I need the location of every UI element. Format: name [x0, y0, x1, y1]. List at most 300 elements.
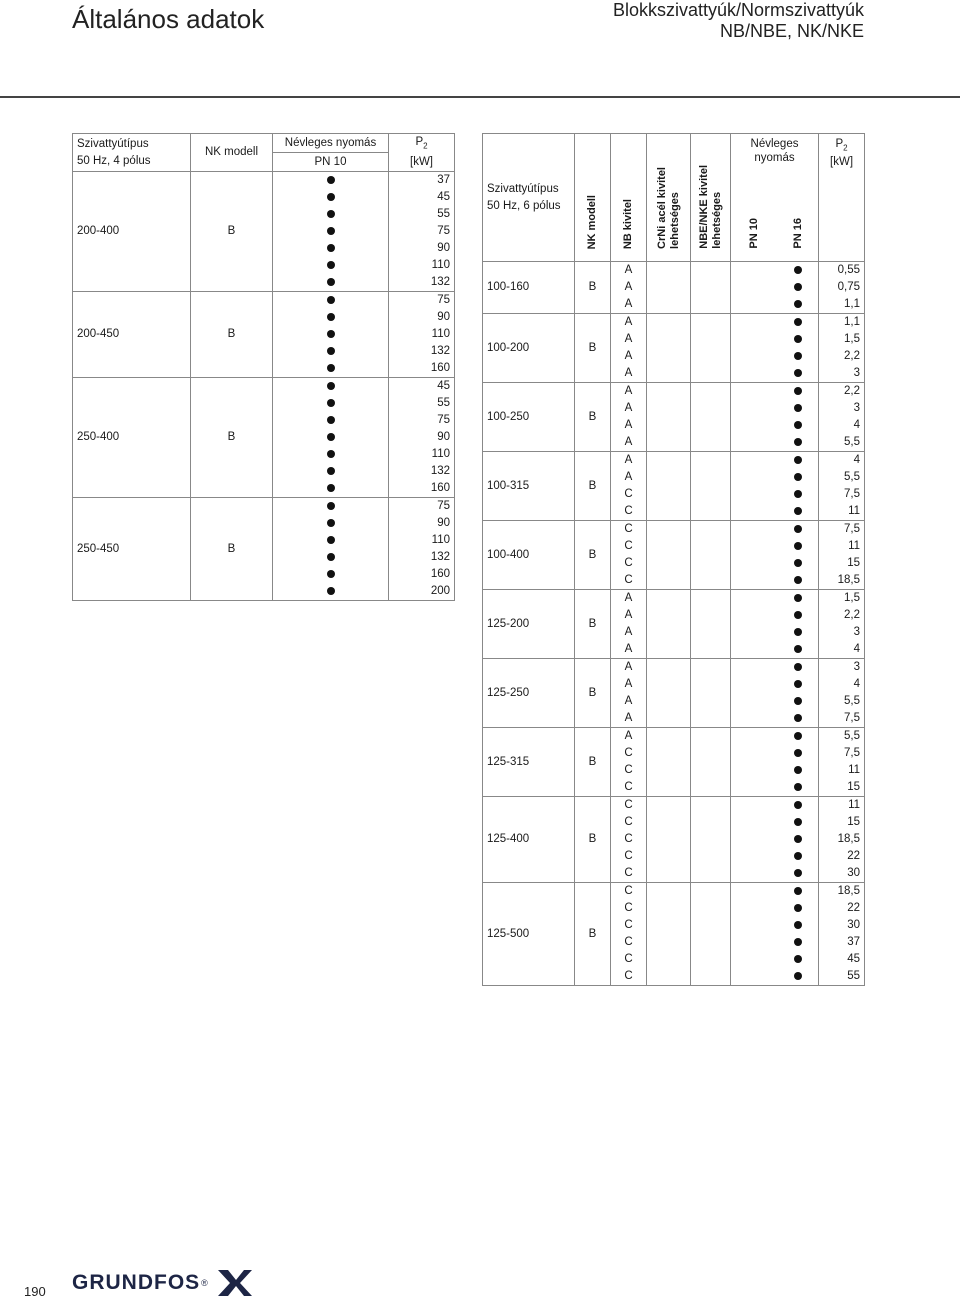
pn16-dot-cell [779, 693, 819, 710]
bullet-icon [794, 266, 802, 274]
header-divider [0, 96, 960, 98]
pn16-dot-cell [779, 865, 819, 883]
nk-model-cell: B [575, 383, 611, 452]
bullet-icon [794, 438, 802, 446]
pn16-dot-cell [779, 607, 819, 624]
nb-design-cell: A [611, 710, 647, 728]
table-row [483, 521, 865, 539]
p2-value-cell: 45 [389, 189, 455, 206]
pn16-dot-cell [779, 296, 819, 314]
nbe-cell [691, 641, 731, 659]
nk-model-cell: B [575, 590, 611, 659]
crni-cell [647, 762, 691, 779]
crni-cell [647, 452, 691, 470]
p2-value-cell: 7,5 [819, 486, 865, 503]
pn16-dot-cell [779, 710, 819, 728]
p2-value-cell: 132 [389, 274, 455, 292]
pn10-cell [731, 814, 779, 831]
nk-model-cell: B [191, 172, 273, 292]
p2-value-cell: 11 [819, 797, 865, 815]
nb-design-cell: A [611, 262, 647, 280]
p2-value-cell: 1,5 [819, 590, 865, 608]
col-header-pressure [731, 134, 819, 172]
section-title-line2: NB/NBE, NK/NKE [719, 21, 864, 41]
nb-design-cell: A [611, 296, 647, 314]
pn16-dot-cell [779, 676, 819, 693]
table-row [73, 292, 455, 310]
p2-value-cell: 18,5 [819, 883, 865, 901]
nb-design-cell: A [611, 590, 647, 608]
bullet-icon [327, 502, 335, 510]
pump-type-cell: 200-400 [73, 172, 191, 292]
crni-cell [647, 296, 691, 314]
bullet-icon [794, 955, 802, 963]
col-header-p2-unit: [kW] [830, 156, 854, 169]
pn16-dot-cell [779, 400, 819, 417]
p2-value-cell: 15 [819, 779, 865, 797]
col-header-type-line2: 50 Hz, 6 pólus [487, 199, 561, 212]
pn16-dot-cell [779, 900, 819, 917]
nb-design-cell: C [611, 745, 647, 762]
pn16-dot-cell [779, 934, 819, 951]
bullet-icon [794, 611, 802, 619]
bullet-icon [794, 835, 802, 843]
crni-cell [647, 797, 691, 815]
pn16-dot-cell [779, 486, 819, 503]
col-header-type [483, 134, 575, 262]
p2-value-cell: 3 [819, 659, 865, 677]
p2-value-cell: 45 [389, 378, 455, 396]
crni-cell [647, 434, 691, 452]
bullet-icon [794, 921, 802, 929]
nb-design-cell: A [611, 641, 647, 659]
p2-value-cell: 90 [389, 309, 455, 326]
crni-cell [647, 659, 691, 677]
col-header-pressure-line2: nyomás [754, 152, 795, 164]
nk-model-cell: B [575, 797, 611, 883]
nbe-cell [691, 728, 731, 746]
p2-value-cell: 110 [389, 326, 455, 343]
bullet-icon [794, 714, 802, 722]
col-header-pn16: PN 16 [779, 171, 819, 262]
col-header-nbe [691, 134, 731, 262]
nbe-cell [691, 262, 731, 280]
p2-value-cell: 37 [819, 934, 865, 951]
table-6-pole [482, 133, 865, 986]
col-header-pressure: Névleges nyomás [273, 134, 389, 153]
crni-cell [647, 676, 691, 693]
p2-value-cell: 90 [389, 429, 455, 446]
bullet-icon [794, 801, 802, 809]
p2-value-cell: 30 [819, 865, 865, 883]
pump-type-cell: 250-400 [73, 378, 191, 498]
nbe-cell [691, 607, 731, 624]
p2-value-cell: 5,5 [819, 693, 865, 710]
p2-value-cell: 1,1 [819, 296, 865, 314]
pn10-dot-cell [273, 446, 389, 463]
p2-value-cell: 160 [389, 566, 455, 583]
pn10-dot-cell [273, 343, 389, 360]
crni-cell [647, 314, 691, 332]
pump-type-cell: 100-315 [483, 452, 575, 521]
nb-design-cell: A [611, 417, 647, 434]
p2-value-cell: 3 [819, 365, 865, 383]
nb-design-cell: A [611, 676, 647, 693]
bullet-icon [794, 352, 802, 360]
bullet-icon [794, 938, 802, 946]
bullet-icon [327, 570, 335, 578]
p2-value-cell: 1,1 [819, 314, 865, 332]
col-header-type-line1: Szivattyútípus [77, 137, 149, 150]
col-header-pressure-line1: Névleges [750, 138, 799, 150]
bullet-icon [794, 869, 802, 877]
nbe-cell [691, 314, 731, 332]
table-row [73, 172, 455, 190]
nbe-cell [691, 865, 731, 883]
pn10-cell [731, 934, 779, 951]
bullet-icon [794, 507, 802, 515]
p2-value-cell: 22 [819, 848, 865, 865]
crni-cell [647, 641, 691, 659]
nbe-cell [691, 365, 731, 383]
p2-value-cell: 11 [819, 762, 865, 779]
bullet-icon [794, 697, 802, 705]
pn10-dot-cell [273, 240, 389, 257]
nbe-cell [691, 693, 731, 710]
bullet-icon [327, 399, 335, 407]
bullet-icon [794, 559, 802, 567]
bullet-icon [794, 818, 802, 826]
bullet-icon [794, 421, 802, 429]
bullet-icon [794, 680, 802, 688]
nbe-cell [691, 710, 731, 728]
pn10-cell [731, 486, 779, 503]
nk-model-cell: B [575, 262, 611, 314]
bullet-icon [327, 467, 335, 475]
bullet-icon [327, 536, 335, 544]
nb-design-cell: A [611, 331, 647, 348]
pn10-cell [731, 883, 779, 901]
col-header-p2-unit: [kW] [410, 156, 433, 169]
nbe-cell [691, 624, 731, 641]
bullet-icon [794, 525, 802, 533]
p2-value-cell: 45 [819, 951, 865, 968]
pn10-cell [731, 296, 779, 314]
pump-type-cell: 125-400 [483, 797, 575, 883]
nk-model-cell: B [575, 728, 611, 797]
bullet-icon [327, 330, 335, 338]
crni-cell [647, 538, 691, 555]
pn10-cell [731, 848, 779, 865]
p2-value-cell: 200 [389, 583, 455, 601]
nb-design-cell: C [611, 779, 647, 797]
pn10-dot-cell [273, 583, 389, 601]
nb-design-cell: C [611, 797, 647, 815]
pn16-dot-cell [779, 951, 819, 968]
p2-value-cell: 1,5 [819, 331, 865, 348]
bullet-icon [794, 490, 802, 498]
col-header-pn10: PN 10 [273, 153, 389, 172]
section-title [613, 0, 864, 42]
p2-value-cell: 4 [819, 452, 865, 470]
bullet-icon [794, 887, 802, 895]
crni-cell [647, 469, 691, 486]
nbe-cell [691, 883, 731, 901]
table-row [483, 659, 865, 677]
pn10-dot-cell [273, 395, 389, 412]
pn10-dot-cell [273, 498, 389, 516]
bullet-icon [794, 283, 802, 291]
bullet-icon [794, 732, 802, 740]
nbe-cell [691, 383, 731, 401]
pn10-dot-cell [273, 463, 389, 480]
col-header-crni-line1: CrNi acél kivitel [655, 167, 668, 249]
pn10-dot-cell [273, 257, 389, 274]
pn10-dot-cell [273, 223, 389, 240]
col-header-type-line1: Szivattyútípus [487, 182, 559, 195]
p2-value-cell: 132 [389, 549, 455, 566]
nb-design-cell: A [611, 434, 647, 452]
p2-value-cell: 11 [819, 538, 865, 555]
nb-design-cell: C [611, 572, 647, 590]
crni-cell [647, 417, 691, 434]
bullet-icon [327, 261, 335, 269]
nk-model-cell: B [575, 659, 611, 728]
crni-cell [647, 348, 691, 365]
crni-cell [647, 279, 691, 296]
nb-design-cell: C [611, 900, 647, 917]
pn16-dot-cell [779, 797, 819, 815]
crni-cell [647, 951, 691, 968]
p2-value-cell: 4 [819, 641, 865, 659]
col-header-p2 [389, 134, 455, 172]
bullet-icon [327, 364, 335, 372]
pn10-cell [731, 917, 779, 934]
bullet-icon [794, 766, 802, 774]
pn10-cell [731, 314, 779, 332]
pump-type-cell: 125-315 [483, 728, 575, 797]
col-header-p2-sub: 2 [423, 141, 428, 151]
bullet-icon [327, 450, 335, 458]
pn10-cell [731, 779, 779, 797]
pn16-dot-cell [779, 779, 819, 797]
crni-cell [647, 865, 691, 883]
pn16-dot-cell [779, 624, 819, 641]
nb-design-cell: C [611, 486, 647, 503]
col-header-nbe-line1: NBE/NKE kivitel [697, 165, 710, 249]
p2-value-cell: 75 [389, 223, 455, 240]
pn10-dot-cell [273, 360, 389, 378]
p2-value-cell: 5,5 [819, 434, 865, 452]
p2-value-cell: 5,5 [819, 469, 865, 486]
crni-cell [647, 848, 691, 865]
pn16-dot-cell [779, 538, 819, 555]
table-row [73, 498, 455, 516]
crni-cell [647, 814, 691, 831]
bullet-icon [794, 645, 802, 653]
bullet-icon [794, 318, 802, 326]
pn10-cell [731, 590, 779, 608]
p2-value-cell: 75 [389, 292, 455, 310]
bullet-icon [794, 972, 802, 980]
nk-model-cell: B [191, 292, 273, 378]
p2-value-cell: 90 [389, 240, 455, 257]
pump-type-cell: 125-200 [483, 590, 575, 659]
p2-value-cell: 11 [819, 503, 865, 521]
logo-registered-mark: ® [201, 1278, 208, 1288]
pn10-cell [731, 348, 779, 365]
pump-type-cell: 250-450 [73, 498, 191, 601]
crni-cell [647, 917, 691, 934]
pn16-dot-cell [779, 434, 819, 452]
p2-value-cell: 160 [389, 480, 455, 498]
pn16-dot-cell [779, 968, 819, 986]
bullet-icon [794, 663, 802, 671]
pn10-dot-cell [273, 326, 389, 343]
pn16-dot-cell [779, 572, 819, 590]
pn10-dot-cell [273, 189, 389, 206]
col-header-nbe-line2: lehetséges [710, 192, 723, 249]
pn10-cell [731, 383, 779, 401]
pn10-dot-cell [273, 549, 389, 566]
nbe-cell [691, 452, 731, 470]
table-row [483, 262, 865, 280]
nb-design-cell: A [611, 383, 647, 401]
p2-value-cell: 30 [819, 917, 865, 934]
nb-design-cell: A [611, 452, 647, 470]
nk-model-cell: B [575, 521, 611, 590]
crni-cell [647, 693, 691, 710]
nb-design-cell: A [611, 314, 647, 332]
col-header-p2-label: P [415, 136, 424, 148]
crni-cell [647, 555, 691, 572]
col-header-p2-label: P [835, 138, 844, 150]
col-header-nb: NB kivitel [611, 134, 647, 262]
nbe-cell [691, 331, 731, 348]
crni-cell [647, 365, 691, 383]
p2-value-cell: 132 [389, 463, 455, 480]
pn16-dot-cell [779, 331, 819, 348]
pn10-cell [731, 572, 779, 590]
nbe-cell [691, 951, 731, 968]
bullet-icon [327, 416, 335, 424]
pn10-cell [731, 728, 779, 746]
nb-design-cell: C [611, 831, 647, 848]
crni-cell [647, 607, 691, 624]
col-header-p2 [819, 134, 865, 262]
nbe-cell [691, 400, 731, 417]
crni-cell [647, 400, 691, 417]
pn10-cell [731, 951, 779, 968]
nb-design-cell: A [611, 624, 647, 641]
pn16-dot-cell [779, 728, 819, 746]
pn10-cell [731, 693, 779, 710]
crni-cell [647, 486, 691, 503]
pn16-dot-cell [779, 590, 819, 608]
pn16-dot-cell [779, 521, 819, 539]
nb-design-cell: C [611, 555, 647, 572]
p2-value-cell: 3 [819, 624, 865, 641]
bullet-icon [794, 783, 802, 791]
nbe-cell [691, 555, 731, 572]
nb-design-cell: C [611, 883, 647, 901]
nb-design-cell: C [611, 521, 647, 539]
p2-value-cell: 2,2 [819, 383, 865, 401]
bullet-icon [327, 210, 335, 218]
col-header-nk: NK modell [191, 134, 273, 172]
pn10-cell [731, 469, 779, 486]
p2-value-cell: 22 [819, 900, 865, 917]
p2-value-cell: 18,5 [819, 831, 865, 848]
pump-type-cell: 100-250 [483, 383, 575, 452]
pn10-cell [731, 968, 779, 986]
bullet-icon [327, 484, 335, 492]
col-header-nk: NK modell [575, 134, 611, 262]
nbe-cell [691, 797, 731, 815]
pn10-cell [731, 538, 779, 555]
nbe-cell [691, 934, 731, 951]
pn10-cell [731, 452, 779, 470]
bullet-icon [327, 313, 335, 321]
nb-design-cell: C [611, 934, 647, 951]
crni-cell [647, 590, 691, 608]
p2-value-cell: 18,5 [819, 572, 865, 590]
p2-value-cell: 15 [819, 555, 865, 572]
p2-value-cell: 0,75 [819, 279, 865, 296]
nb-design-cell: C [611, 968, 647, 986]
pump-type-cell: 125-500 [483, 883, 575, 986]
pn10-cell [731, 521, 779, 539]
pn10-cell [731, 762, 779, 779]
nbe-cell [691, 831, 731, 848]
crni-cell [647, 900, 691, 917]
nk-model-cell: B [575, 452, 611, 521]
pn10-cell [731, 900, 779, 917]
bullet-icon [327, 296, 335, 304]
pump-type-cell: 100-160 [483, 262, 575, 314]
p2-value-cell: 75 [389, 498, 455, 516]
pump-type-cell: 125-250 [483, 659, 575, 728]
pn10-dot-cell [273, 429, 389, 446]
pn10-cell [731, 555, 779, 572]
pn10-cell [731, 365, 779, 383]
pn10-cell [731, 400, 779, 417]
col-header-crni-line2: lehetséges [668, 192, 681, 249]
logo-wordmark: GRUNDFOS [72, 1271, 201, 1294]
bullet-icon [327, 176, 335, 184]
table-row [483, 797, 865, 815]
col-header-type-line2: 50 Hz, 4 pólus [77, 154, 151, 167]
pn10-dot-cell [273, 412, 389, 429]
pn10-dot-cell [273, 309, 389, 326]
p2-value-cell: 110 [389, 532, 455, 549]
bullet-icon [794, 852, 802, 860]
bullet-icon [794, 749, 802, 757]
nbe-cell [691, 538, 731, 555]
pn10-cell [731, 331, 779, 348]
pn16-dot-cell [779, 262, 819, 280]
nb-design-cell: C [611, 848, 647, 865]
nb-design-cell: A [611, 469, 647, 486]
crni-cell [647, 745, 691, 762]
nbe-cell [691, 503, 731, 521]
bullet-icon [794, 594, 802, 602]
pn10-dot-cell [273, 378, 389, 396]
nbe-cell [691, 814, 731, 831]
pn16-dot-cell [779, 279, 819, 296]
pn16-dot-cell [779, 469, 819, 486]
pn10-dot-cell [273, 480, 389, 498]
